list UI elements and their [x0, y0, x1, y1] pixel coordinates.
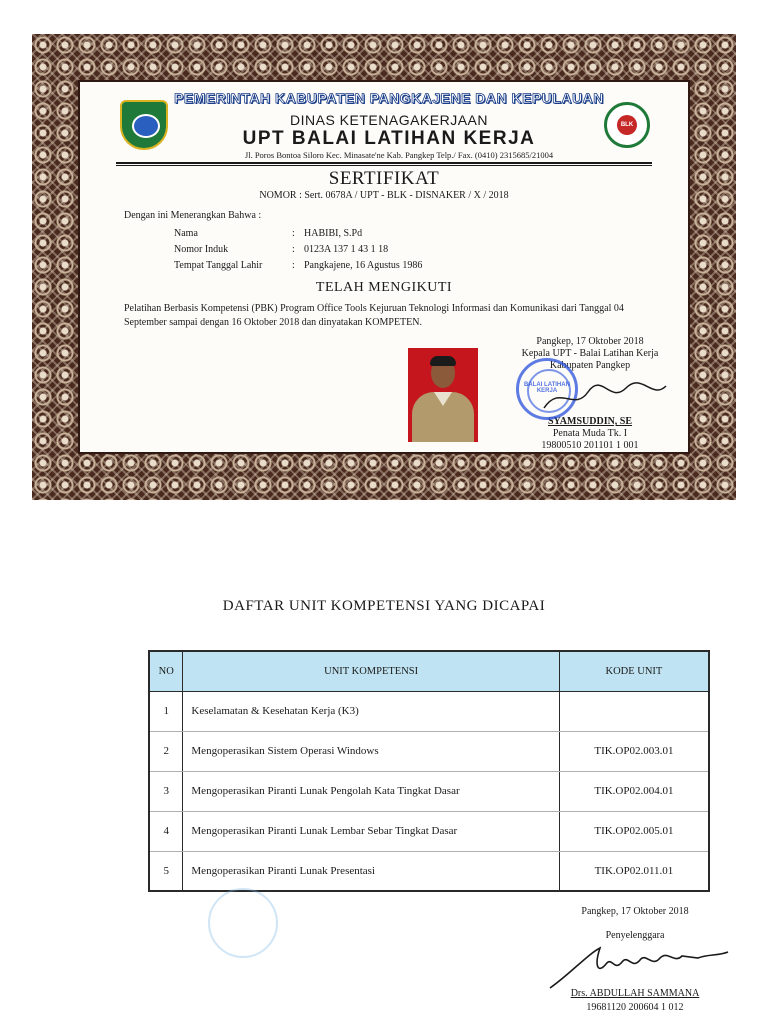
cell-unit: Mengoperasikan Piranti Lunak Presentasi: [183, 851, 559, 891]
cell-unit: Mengoperasikan Sistem Operasi Windows: [183, 731, 559, 771]
participant-photo: [408, 348, 478, 442]
identity-row-name: [174, 228, 362, 239]
cell-kode: TIK.OP02.003.01: [559, 731, 709, 771]
identity-value: Pangkajene, 16 Agustus 1986: [304, 260, 423, 271]
column-header-kode: KODE UNIT: [559, 651, 709, 691]
address-line: Jl. Poros Bontoa Siloro Kec. Minasate'ne Kab. Pangkep Telp./ Fax. (0410) 2315685/21004: [244, 150, 554, 160]
cell-no: 1: [149, 691, 183, 731]
column-header-unit: UNIT KOMPETENSI: [183, 651, 559, 691]
letterhead-rule: [116, 162, 652, 166]
section-heading: TELAH MENGIKUTI: [315, 280, 453, 295]
stamp-text: BALAI LATIHAN KERJA: [524, 382, 570, 394]
intro-text: Dengan ini Menerangkan Bahwa :: [124, 210, 262, 221]
cell-kode: [559, 691, 709, 731]
cell-no: 4: [149, 811, 183, 851]
cell-kode: TIK.OP02.004.01: [559, 771, 709, 811]
signature-scribble: [540, 378, 670, 418]
upt-heading: UPT BALAI LATIHAN KERJA: [242, 128, 536, 149]
certificate-number: NOMOR : Sert. 0678A / UPT - BLK - DISNAKER / X / 2018: [259, 190, 509, 201]
sign-position: Kepala UPT - Balai Latihan Kerja: [521, 348, 659, 359]
training-description: Pelatihan Berbasis Kompetensi (PBK) Program Office Tools Kejuruan Teknologi Informasi dan Komunikasi dari Tanggal 04 September sampai dengan 16 Oktober 2018 dan dinyatakan KOMPETEN.: [124, 303, 624, 328]
identity-value: HABIBI, S.Pd: [304, 228, 363, 239]
identity-sep: :: [292, 244, 295, 255]
identity-sep: :: [292, 260, 295, 271]
table-row: [149, 851, 709, 891]
table-row: [149, 731, 709, 771]
certificate-title: SERTIFIKAT: [328, 168, 440, 189]
table-row: [149, 811, 709, 851]
signer-rank: Penata Muda Tk. I: [552, 428, 628, 439]
blk-logo-badge: BLK: [617, 115, 637, 135]
cell-no: 2: [149, 731, 183, 771]
blk-logo-icon: [604, 102, 650, 148]
identity-value: 0123A 137 1 43 1 18: [304, 244, 389, 255]
faded-stamp-icon: [208, 888, 278, 958]
signer-name: SYAMSUDDIN, SE: [547, 416, 633, 427]
signer-nip: 19800510 201101 1 001: [541, 440, 639, 451]
identity-label: Nama: [174, 228, 198, 239]
competency-list-title: DAFTAR UNIT KOMPETENSI YANG DICAPAI: [222, 598, 546, 614]
certificate-body: [78, 80, 690, 454]
footer-signer-nip: 19681120 200604 1 012: [586, 1002, 684, 1013]
identity-label: Tempat Tanggal Lahir: [174, 260, 263, 271]
cell-unit: Mengoperasikan Piranti Lunak Pengolah Kata Tingkat Dasar: [183, 771, 559, 811]
dinas-heading: DINAS KETENAGAKERJAAN: [290, 112, 488, 128]
cell-unit: Keselamatan & Kesehatan Kerja (K3): [183, 691, 559, 731]
table-row: [149, 771, 709, 811]
identity-row-birth: [174, 260, 422, 271]
column-header-no: NO: [149, 651, 183, 691]
photo-hair-shape: [430, 356, 456, 366]
table-row: [149, 691, 709, 731]
footer-place-date: Pangkep, 17 Oktober 2018: [581, 906, 689, 917]
certificate-frame: [32, 34, 736, 500]
gov-heading: PEMERINTAH KABUPATEN PANGKAJENE DAN KEPULAUAN: [174, 90, 604, 106]
competency-table: [148, 650, 710, 892]
table-header-row: [149, 651, 709, 691]
cell-kode: TIK.OP02.005.01: [559, 811, 709, 851]
identity-label: Nomor Induk: [174, 244, 229, 255]
footer-role: Penyelenggara: [605, 930, 665, 941]
cell-no: 3: [149, 771, 183, 811]
cell-unit: Mengoperasikan Piranti Lunak Lembar Sebar Tingkat Dasar: [183, 811, 559, 851]
identity-sep: :: [292, 228, 295, 239]
cell-kode: TIK.OP02.011.01: [559, 851, 709, 891]
sign-position-2: Kabupaten Pangkep: [549, 360, 631, 371]
footer-signer-name: Drs. ABDULLAH SAMMANA: [570, 988, 700, 999]
regency-emblem-icon: [120, 100, 168, 150]
identity-row-number: [174, 244, 388, 255]
cell-no: 5: [149, 851, 183, 891]
organizer-signature-scribble: [548, 944, 732, 990]
sign-place-date: Pangkep, 17 Oktober 2018: [536, 336, 644, 347]
